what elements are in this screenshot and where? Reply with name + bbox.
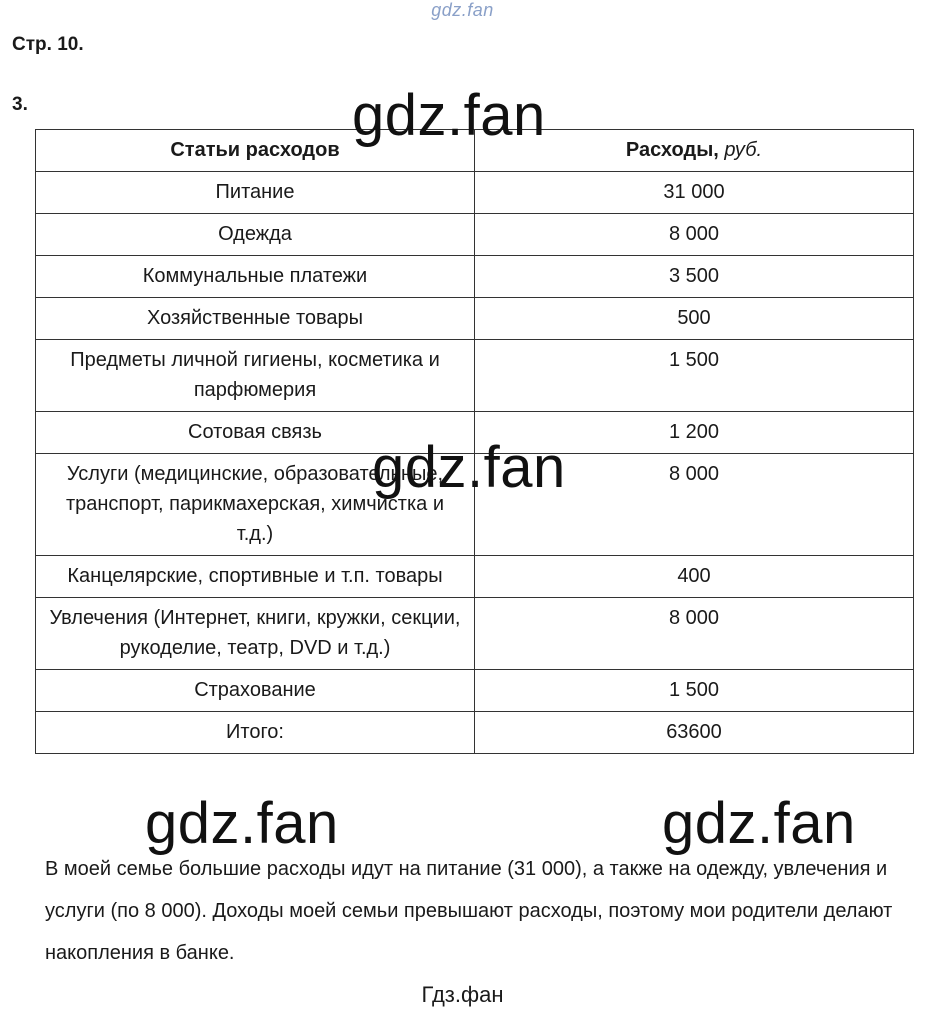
table-row	[36, 412, 914, 454]
table-total-row	[36, 712, 914, 754]
page-reference: Стр. 10.	[12, 34, 84, 55]
watermark-big: gdz.fan	[145, 791, 339, 856]
expense-item: Канцелярские, спортивные и т.п. товары	[36, 556, 475, 598]
expense-item: Хозяйственные товары	[36, 298, 475, 340]
expense-item: Коммунальные платежи	[36, 256, 475, 298]
expense-item: Предметы личной гигиены, косметика и парфюмерия	[36, 340, 475, 412]
expense-amount: 8 000	[475, 598, 914, 670]
table-row	[36, 298, 914, 340]
table-row	[36, 214, 914, 256]
header-expense-items: Статьи расходов	[36, 130, 475, 172]
expense-item: Одежда	[36, 214, 475, 256]
header-amount-unit: руб.	[724, 139, 763, 161]
expense-amount: 8 000	[475, 454, 914, 556]
watermark-big: gdz.fan	[662, 791, 856, 856]
table-row	[36, 598, 914, 670]
expense-amount: 500	[475, 298, 914, 340]
expense-amount: 3 500	[475, 256, 914, 298]
table-row	[36, 172, 914, 214]
summary-paragraph: В моей семье большие расходы идут на питание (31 000), а также на одежду, увлечения и услуги (по 8 000). Доходы моей семьи превышают расходы, поэтому мои родители делают накопления в банке.	[45, 858, 893, 964]
expense-amount: 31 000	[475, 172, 914, 214]
expense-amount: 400	[475, 556, 914, 598]
table-header-row	[36, 130, 914, 172]
watermark-top: gdz.fan	[431, 0, 494, 20]
expense-item: Страхование	[36, 670, 475, 712]
expense-amount: 1 500	[475, 670, 914, 712]
header-expense-amount	[475, 130, 914, 172]
table-row	[36, 556, 914, 598]
table-row	[36, 340, 914, 412]
total-label: Итого:	[36, 712, 475, 754]
table-row	[36, 454, 914, 556]
header-amount-label: Расходы,	[625, 139, 719, 161]
watermark-big: gdz.fan	[352, 83, 546, 148]
expenses-table	[35, 129, 914, 754]
total-amount: 63600	[475, 712, 914, 754]
expense-amount: 1 500	[475, 340, 914, 412]
expense-amount: 8 000	[475, 214, 914, 256]
table-row	[36, 256, 914, 298]
watermark-big: gdz.fan	[372, 435, 566, 500]
expense-item: Питание	[36, 172, 475, 214]
watermark-footer: Гдз.фан	[421, 982, 504, 1007]
expense-item: Услуги (медицинские, образовательные, транспорт, парикмахерская, химчистка и т.д.)	[36, 454, 475, 556]
expense-item: Увлечения (Интернет, книги, кружки, секции, рукоделие, театр, DVD и т.д.)	[36, 598, 475, 670]
expense-amount: 1 200	[475, 412, 914, 454]
expense-item: Сотовая связь	[36, 412, 475, 454]
table-row	[36, 670, 914, 712]
task-number: 3.	[12, 94, 28, 115]
